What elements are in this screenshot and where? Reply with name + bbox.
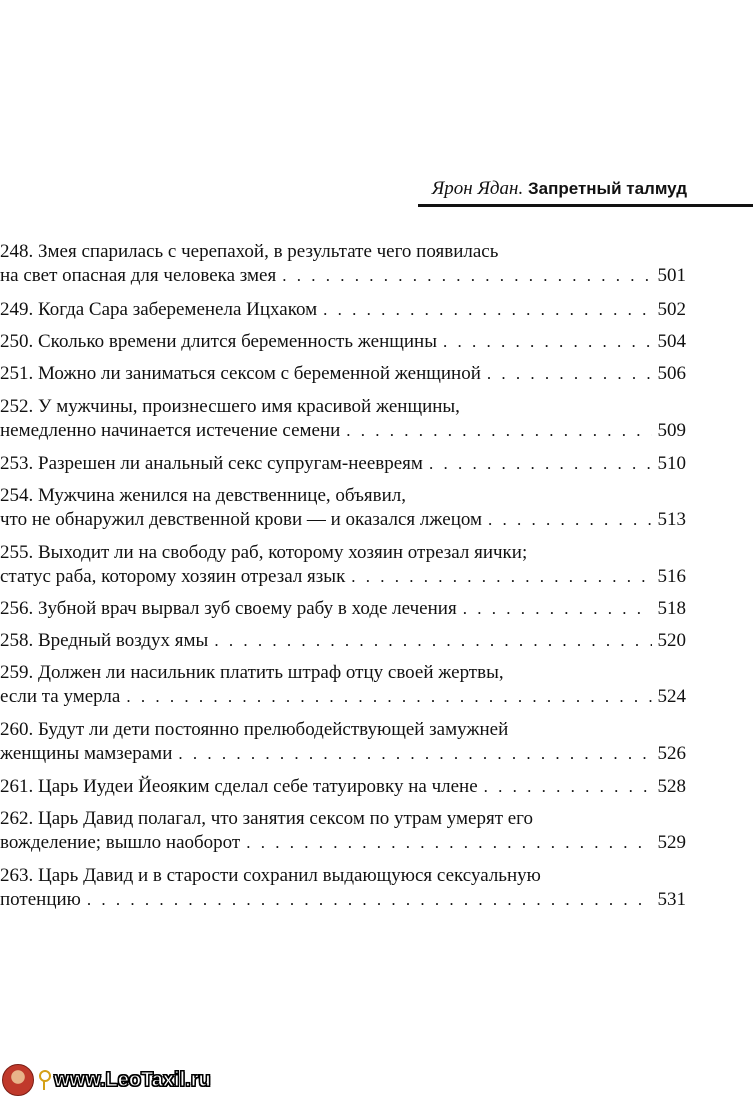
toc-page-number: 510 [657,453,686,474]
toc-entry-title: 261. Царь Иудеи Йеояким сделал себе татуировку на члене [0,776,478,797]
dot-leader [484,775,652,799]
toc-entry-title: на свет опасная для человека змея [0,265,277,286]
toc-entry-line: 248. Змея спарилась с черепахой, в результате чего появилась [0,241,499,262]
toc-entry-final-line [0,264,686,288]
header-title: Запретный талмуд [527,179,687,198]
toc-entry-line: 262. Царь Давид полагал, что занятия сексом по утрам умерят его [0,808,534,829]
dot-leader [351,565,651,589]
dot-leader [463,597,652,621]
toc-entry-title: 249. Когда Сара забеременела Ицхаком [0,299,318,320]
dot-leader [178,742,651,766]
toc-entry-title: 251. Можно ли заниматься сексом с беременной женщиной [0,363,481,384]
toc-page-number: 513 [657,509,686,530]
toc-page-number: 516 [657,566,686,587]
toc-entry-title: вожделение; вышло наоборот [0,832,241,853]
toc-entry [0,629,686,653]
toc-entry [0,775,686,799]
toc-entry-final-line [0,565,686,589]
toc-entry-title: немедленно начинается истечение семени [0,420,341,441]
dot-leader [443,330,652,354]
toc-entry-title: если та умерла [0,686,121,707]
toc-entry [0,484,686,532]
toc-page-number: 528 [657,776,686,797]
toc-entry-line: 254. Мужчина женился на девственнице, объявил, [0,485,407,506]
dot-leader [429,452,652,476]
toc-entry [0,362,686,386]
toc-entry-final-line [0,362,686,386]
toc-entry-title: статус раба, которому хозяин отрезал язык [0,566,346,587]
toc-entry [0,395,686,443]
toc-entry [0,541,686,589]
toc-entry-final-line [0,685,686,709]
toc-entry [0,597,686,621]
toc-entry-final-line [0,452,686,476]
toc-page-number: 524 [657,686,686,707]
dot-leader [214,629,651,653]
toc-entry-final-line [0,330,686,354]
dot-leader [246,831,651,855]
toc-page-number: 506 [657,363,686,384]
toc-page-number: 520 [657,630,686,651]
toc-entry-line: 260. Будут ли дети постоянно прелюбодействующей замужней [0,719,509,740]
toc-entry-final-line [0,888,686,912]
toc-page-number: 504 [657,331,686,352]
toc-entry-final-line [0,298,686,322]
toc-entry-final-line [0,597,686,621]
toc-entry-title: 250. Сколько времени длится беременность женщины [0,331,437,352]
toc-page-number: 501 [657,265,686,286]
key-icon [37,1070,51,1090]
toc-entry [0,330,686,354]
toc-page-number: 526 [657,743,686,764]
dot-leader [323,298,651,322]
toc-entry-final-line [0,508,686,532]
toc-page-number: 531 [657,889,686,910]
toc-entry-final-line [0,742,686,766]
toc-entry-final-line [0,775,686,799]
toc-entry-final-line [0,419,686,443]
mascot-icon [2,1064,34,1096]
toc-entry [0,807,686,855]
toc-entry [0,240,686,288]
toc-page-number: 509 [657,420,686,441]
header-author: Ярон Ядан. [431,178,524,199]
header-rule [418,204,753,207]
dot-leader [488,508,651,532]
watermark [2,1064,211,1096]
toc-entry-title: потенцию [0,889,81,910]
toc-entry-line: 255. Выходит ли на свободу раб, которому хозяин отрезал яички; [0,542,528,563]
toc-page-number: 518 [657,598,686,619]
toc-entry-final-line [0,831,686,855]
dot-leader [487,362,652,386]
dot-leader [282,264,651,288]
toc-entry-title: 258. Вредный воздух ямы [0,630,209,651]
toc-entry-line: 252. У мужчины, произнесшего имя красивой женщины, [0,396,460,417]
dot-leader [126,685,651,709]
toc-entry [0,718,686,766]
running-header [432,178,687,200]
toc-entry-final-line [0,629,686,653]
toc-entry [0,864,686,912]
watermark-text: www.LeoTaxil.ru [54,1068,211,1091]
toc-entry [0,298,686,322]
toc-entry-line: 263. Царь Давид и в старости сохранил выдающуюся сексуальную [0,865,541,886]
toc-entry [0,661,686,709]
toc-page-number: 502 [657,299,686,320]
dot-leader [87,888,652,912]
toc-entry-title: 253. Разрешен ли анальный секс супругам-неевреям [0,453,423,474]
dot-leader [346,419,651,443]
toc-entry-title: 256. Зубной врач вырвал зуб своему рабу в ходе лечения [0,598,457,619]
toc-entry-title: женщины мамзерами [0,743,173,764]
toc-entry-line: 259. Должен ли насильник платить штраф отцу своей жертвы, [0,662,504,683]
toc-page-number: 529 [657,832,686,853]
toc-entry [0,452,686,476]
toc-entry-title: что не обнаружил девственной крови — и оказался лжецом [0,509,483,530]
